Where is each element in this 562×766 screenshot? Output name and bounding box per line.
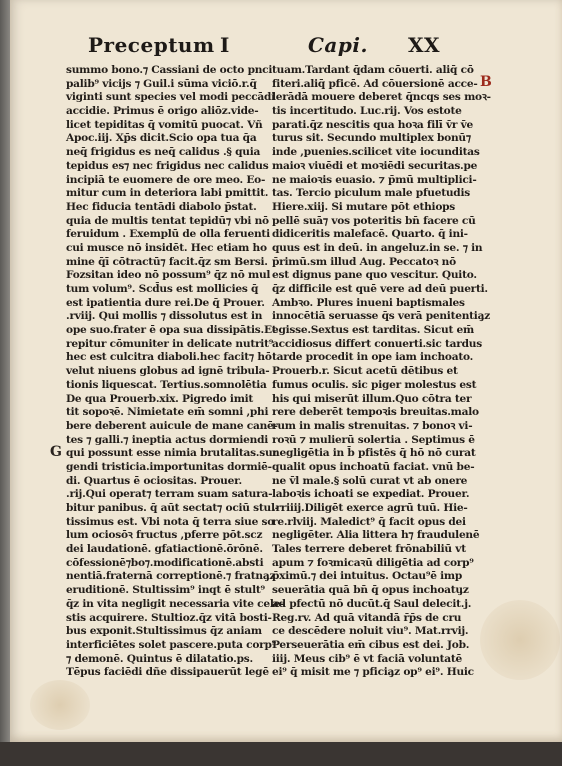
text-line: tuam.Tardant q̄dam cōuerti. aliq̄ cō [272,64,474,76]
text-line: est dignus pane quo vescitur. Quito. [272,269,477,282]
header-chapter: Capi. [308,33,368,57]
text-line: cōfessionē⁊bo⁊.modificationē.absti [66,556,264,569]
text-line: laboꝛis ichoati se expediat. Prouer. [272,488,470,501]
text-line: lerādā mouere deberet q̄ncqs ses moꝛ- [272,91,491,104]
text-line: rum in malis strenuitas. ⁊ bonoꝛ vi- [272,419,473,432]
text-line: accidiosus differt conuerti.sic tardus [272,337,482,350]
left-text-column [66,64,285,679]
text-line: qualit opus inchoatū faciat. vnū be- [272,460,475,473]
text-line: est ipatientia dure rei.De q̄ Prouer. [66,296,265,309]
text-line: summo bono.⁊ Cassiani de octo pnci [66,64,273,76]
text-line: feruidum . Exemplū de olla feruenti [66,228,270,241]
text-line: ope suo.frater ē opa sua dissipātis.Et [66,324,277,337]
text-line: velut niuens globus ad ignē tribula- [66,365,270,378]
book-page [10,0,562,742]
text-line: dei laudationē. gfatiactionē.ōrōnē. [66,543,263,556]
text-line: p̄rimū.sm illud Aug. Peccatoꝛ nō [272,255,456,268]
text-line: negligēter. Alia littera h⁊ fraudulenē [272,529,480,542]
text-line: his qui miserūt illum.Quo cōtra ter [272,392,472,405]
text-line: ⁊ demonē. Quintus ē dilatatio.ps. [66,652,253,665]
text-line: maioꝛ viuēdi et moꝛiēdi securitas.pe [272,159,478,172]
text-line: .rriiij.Diligēt exerce agrū tuū. Hie- [272,502,468,514]
text-line: p̄ximū.⁊ dei intuitus. Octau⁹ē imp [272,570,463,583]
text-line: viginti sunt species vel modi peccādi [66,91,275,104]
header-number: I [220,33,230,57]
text-line: ei⁹ q̄ misit me ⁊ pficia̡z op⁹ ei⁹. Huic [272,666,474,679]
text-line: quia de multis tentat tepidū⁊ vbi nō [66,214,269,227]
text-line: cui musce nō insidēt. Hec etiam ho [66,241,267,254]
text-line: ne v̄l male.§ solū curat vt ab onere [272,474,468,487]
text-line: q̄z difficile est quē vere ad deū puerti. [272,283,488,295]
text-line: palib⁹ vicijs ⁊ Guil.i sūma viciō.r.q̄ [66,77,257,90]
text-line: tes ⁊ galli.⁊ ineptia actus dormiendi [66,433,269,446]
text-line: innocētiā seruasse q̄s verā penitentia̡z [272,310,490,323]
text-line: Fozsitan ideo nō possum⁹ q̄z nō mul [66,269,271,282]
text-line: licet tepiditas q̄ vomitū puocat. Vñ [66,118,263,131]
text-line: seuerātia quā bn̄ q̄ opus inchoatu̡z [272,584,469,597]
text-line: mitur cum in deteriora labi pmittit. [66,187,269,200]
text-line: bus exponit.Stultissimus q̄z aniam [66,625,262,638]
text-line: lum ociosōꝛ fructus ,pferre pōt.scz [66,529,263,542]
text-line: re.rlviij. Maledict⁹ q̄ facit opus dei [272,515,466,528]
text-line: tum volum⁹. Scd̄us est mollicies q̄ [66,283,259,295]
text-line: di. Quartus ē ociositas. Prouer. [66,474,242,487]
text-line: iiij. Meus cib⁹ ē vt faciā voluntatē [272,652,462,665]
text-line: qui possunt esse nimia brutalitas.sur [66,447,278,460]
text-line: roꝛū ⁊ mulierū solertia . Septimus ē [272,433,475,446]
text-line: pellē suā⁊ vos poteritis bn̄ facere cū [272,214,476,227]
text-line: interficiētes solet pascere.puta corp⁹ [66,638,277,651]
text-line: tas. Tercio piculum male pfuetudis [272,187,470,200]
text-line: tarde procedit in ope iam inchoato. [272,351,474,364]
foxing-stain [30,680,90,730]
text-line: tepidus es⁊ nec frigidus nec calidus [66,159,269,172]
text-line: negligētia in b̄ pfistēs q̄ hō nō curat [272,447,476,460]
text-line: egisse.Sextus est tarditas. Sicut em̄ [272,324,474,337]
folio-number: XX [408,33,441,57]
text-line: repitur cōmuniter in delicate nutrit⁹ [66,337,274,350]
text-line: incipiā te euomere de ore meo. Eo- [66,173,266,186]
text-line: Hec fiducia tentādi diabolo p̄stat. [66,200,257,213]
header-title: Preceptum [88,33,215,57]
text-line: tit sopoꝛē. Nimietate em̄ somni ,phi [66,406,269,419]
text-line: mine q̄ī cōtractū⁊ facit.q̄z sm Bersi. [66,255,268,268]
text-line: ce descēdere noluit viu⁹. Mat.rrvij. [272,625,469,638]
text-line: De qua Prouerb.xix. Pigredo imit [66,392,254,405]
text-line: stis acquirere. Stultioz.q̄z vitā bosti- [66,611,272,624]
left-page-edge [0,0,10,766]
text-line: Ambꝛo. Plures inueni baptismales [272,296,465,309]
text-line: Tales terrere deberet frōnabiliū vt [272,543,466,556]
text-line: apum ⁊ foꝛmicaꝛū diligētia ad corp⁹ [272,556,474,569]
text-line: quus est in deū. in angeluz.in se. ⁊ in [272,241,483,254]
text-line: parati.q̄z nescitis qua hoꝛa filī v̄r v̄e [272,118,474,131]
foxing-stain [480,600,560,680]
text-line: Prouerb.r. Sicut acetū dētibus et [272,365,458,378]
text-line: bere deberent auicule de mane canē- [66,419,278,432]
text-line: q̄z in vita negligit necessaria vite cele- [66,597,285,610]
text-line: Tēpus faciēdi dñe dissipauerūt legē [66,666,269,679]
text-line: Perseuerātia em̄ cibus est dei. Job. [272,638,470,651]
text-line: didiceritis malefacē. Quarto. q̄ ini- [272,228,468,241]
bottom-page-edge [0,742,562,766]
text-line: .rij.Qui operat⁊ terram suam satura- [66,488,273,501]
text-line: inde ,puenies.scilicet vite iocunditas [272,146,480,159]
margin-mark-right: B [480,74,492,90]
text-line: fumus oculis. sic piger molestus est [272,378,477,391]
margin-mark-left: G [50,444,62,460]
text-line: Hiere.xiij. Si mutare pōt ethiops [272,200,456,213]
text-line: fiteri.aliq̄ pficē. Ad cōuersionē acce- [272,77,478,90]
text-line: nentiā.fraternā correptionē.⁊ fratna̡z [66,570,276,583]
text-line: rere deberēt tempoꝛis breuitas.malo [272,406,479,419]
text-line: tis incertitudo. Luc.rij. Vos estote [272,105,462,118]
text-line: hec est culcitra diaboli.hec facit⁊ hō [66,351,272,364]
text-line: turus sit. Secundo multiplex bonū⁊ [272,132,471,145]
text-line: Apoc.iij. Xp̄s dicit.Scio opa tua q̄a [66,132,257,145]
text-line: tionis liquescat. Tertius.somnolētia [66,378,267,391]
text-line: ad pfectū nō ducūt.q̄ Saul delecit.j. [272,597,472,610]
text-line: gendi tristicia.importunitas dormiē- [66,460,272,473]
text-line: bitur panibus. q̄ aūt sectat⁊ ociū stul- [66,502,279,514]
text-line: Reg.rv. Ad quā vitandā r̄p̄s de cru [272,611,462,624]
text-line: neq̄ frigidus es neq̄ calidus .§ quia [66,146,261,159]
text-line: ne maioꝛis euasio. ⁊ p̄mū multiplici- [272,173,477,186]
text-line: .rviij. Qui mollis ⁊ dissolutus est in [66,310,263,323]
text-line: tissimus est. Vbi nota q̄ terra siue so [66,515,275,528]
right-text-column [272,64,492,679]
text-line: accidie. Primus ē origo aliōz.vide- [66,105,259,118]
running-header [88,30,488,60]
text-line: eruditionē. Stultissim⁹ inqt ē stult⁹ [66,584,265,597]
